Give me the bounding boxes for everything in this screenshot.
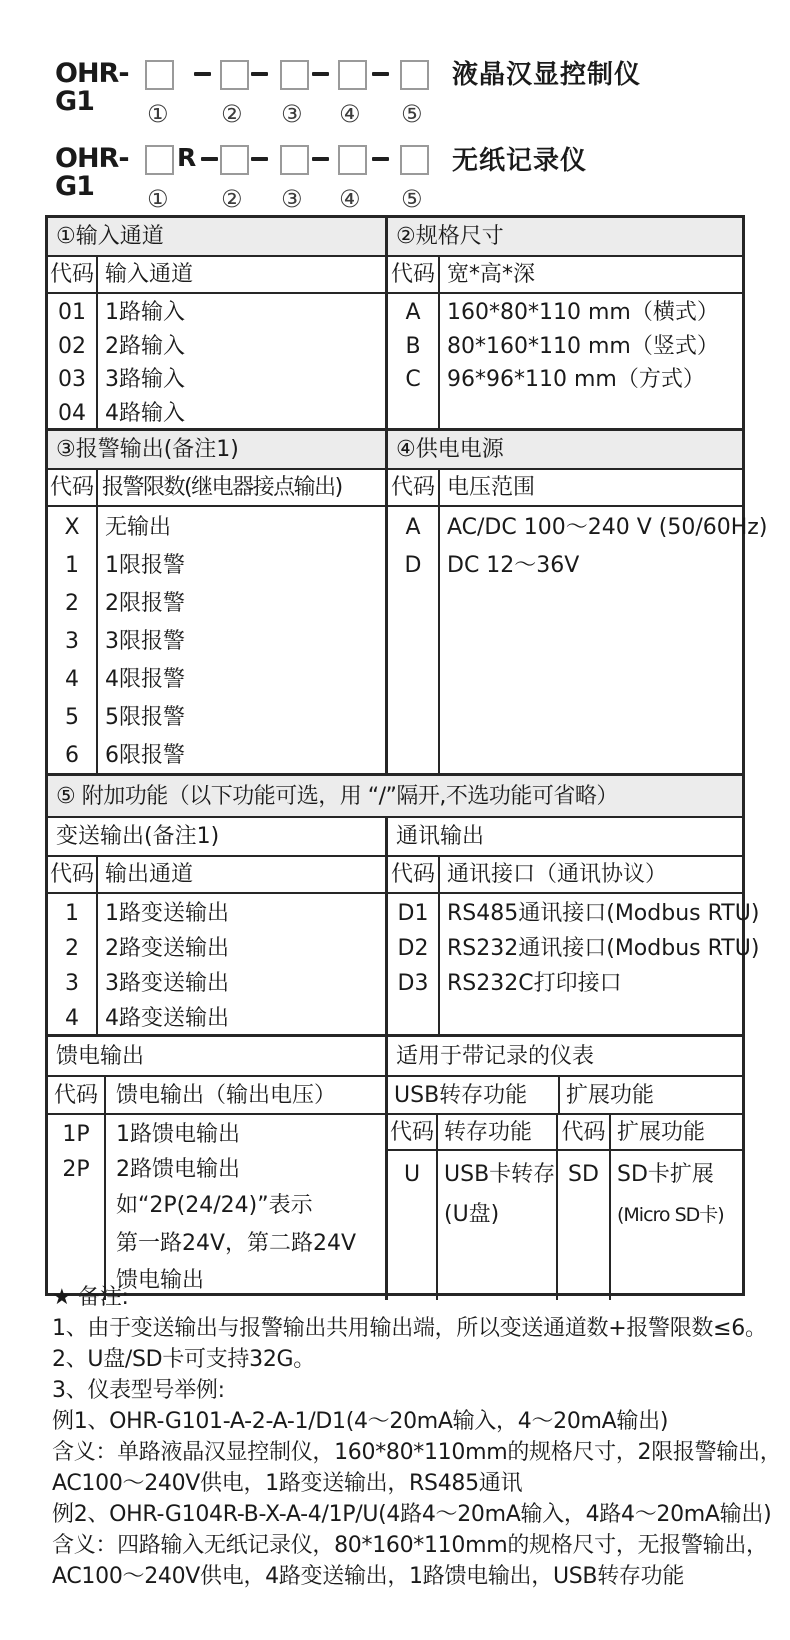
col-header-code: 代码 (48, 857, 98, 892)
dash-separator (201, 157, 218, 161)
dash-separator (251, 72, 268, 76)
code-column (48, 507, 98, 775)
subheader-row (48, 857, 742, 894)
col-header-desc: 报警限数(继电器接点输出) (98, 470, 388, 505)
desc-column (440, 894, 759, 1036)
desc-cell: 3路变送输出 (105, 971, 229, 996)
code-cell: 02 (58, 333, 86, 359)
section-header-row (48, 428, 742, 470)
desc-cell: 5限报警 (105, 705, 185, 730)
desc-column (440, 294, 742, 430)
code-cell: 4 (65, 1006, 79, 1031)
code-cell: 3 (65, 971, 79, 996)
desc-cell: (Micro SD卡) (617, 1204, 724, 1226)
code-cell: 03 (58, 367, 86, 392)
code-cell: B (405, 333, 421, 359)
code-cell: 3 (65, 629, 79, 654)
feed-title: 馈电输出 (48, 1037, 385, 1077)
circle-1: ① (147, 185, 169, 213)
col-header-code: 代码 (388, 257, 440, 292)
desc-cell: 第一路24V，第二路24V (116, 1230, 357, 1256)
circle-2: ② (221, 185, 243, 213)
col-header-code: 代码 (388, 1115, 438, 1149)
desc-cell: 1路馈电输出 (116, 1122, 240, 1147)
remark-line: AC100～240V供电，1路变送输出，RS485通讯 (52, 1471, 523, 1496)
remark-line: 2、U盘/SD卡可支持32G。 (52, 1347, 315, 1372)
code-cell: 4 (65, 667, 79, 692)
model-selection-table (45, 215, 768, 1296)
circle-5: ⑤ (401, 100, 423, 128)
code-cell: 1 (65, 553, 79, 578)
model-type-label: 液晶汉显控制仪 (452, 60, 642, 90)
model-box-4 (338, 60, 367, 90)
desc-cell: 4路变送输出 (105, 1006, 229, 1031)
code-cell: 01 (58, 300, 86, 325)
circle-3: ③ (281, 185, 303, 213)
desc-cell: RS485通讯接口(Modbus RTU) (447, 901, 760, 926)
model-box-5 (400, 60, 429, 90)
desc-column (98, 507, 388, 775)
code-cell: U (403, 1162, 421, 1187)
section-data-grid (48, 294, 742, 428)
model-box-3 (280, 60, 309, 90)
comm-title: 通讯输出 (396, 824, 485, 849)
remarks-block (52, 1282, 782, 1592)
record-title: 适用于带记录的仪表 (388, 1037, 742, 1077)
code-column (388, 1151, 438, 1300)
code-cell: 2 (65, 936, 79, 961)
code-cell: 2 (65, 591, 79, 616)
model-box-1 (145, 145, 174, 175)
subsection-header-row (388, 1077, 742, 1115)
remarks-title: ★ 备注: (52, 1285, 129, 1310)
dash-separator (312, 72, 329, 76)
col-header-desc: 通讯接口（通讯协议） (447, 862, 668, 887)
desc-column (440, 507, 767, 775)
section-header-row (48, 218, 742, 257)
code-column (388, 894, 440, 1036)
remark-line: 含义：四路输入无纸记录仪，80*160*110mm的规格尺寸，无报警输出， (52, 1533, 768, 1558)
desc-cell: 3限报警 (105, 629, 185, 654)
circle-4: ④ (339, 100, 361, 128)
code-cell: X (64, 515, 80, 540)
code-cell: 04 (58, 400, 86, 426)
desc-cell: 96*96*110 mm（方式） (447, 367, 705, 392)
model-box-1 (145, 60, 174, 90)
code-cell: 6 (65, 743, 79, 768)
code-column (48, 1115, 106, 1300)
col-header-desc: 馈电输出（输出电压） (116, 1083, 337, 1108)
code-column (388, 507, 440, 775)
subheader-row (48, 470, 742, 507)
dash-separator (372, 72, 389, 76)
section5-title: ⑤ 附加功能（以下功能可选，用 “/”隔开,不选功能可省略） (48, 773, 742, 818)
transmit-title: 变送输出(备注1) (48, 818, 388, 855)
circle-1: ① (147, 100, 169, 128)
desc-cell: USB卡转存 (444, 1162, 556, 1187)
code-cell: D1 (397, 901, 429, 926)
col-header-code: 代码 (48, 1077, 106, 1113)
remark-line: 例1、OHR-G101-A-2-A-1/D1(4～20mA输入，4～20mA输出) (52, 1409, 669, 1434)
model-box-4 (338, 145, 367, 175)
desc-cell: 1路变送输出 (105, 901, 229, 926)
circle-2: ② (221, 100, 243, 128)
model-box-2 (220, 145, 249, 175)
section3-title: ③报警输出(备注1) (48, 431, 388, 468)
desc-cell: 2路变送输出 (105, 936, 229, 961)
desc-cell: 如“2P(24/24)”表示 (116, 1193, 313, 1218)
usb-title: USB转存功能 (388, 1077, 560, 1113)
remark-line: 3、仪表型号举例: (52, 1378, 225, 1403)
col-header-code: 代码 (388, 857, 440, 892)
section4-title: ④供电电源 (396, 437, 504, 462)
col-header-desc: 宽*高*深 (447, 262, 536, 287)
desc-cell: 160*80*110 mm（横式） (447, 300, 719, 325)
section2-title: ②规格尺寸 (396, 224, 504, 249)
desc-cell: 4限报警 (105, 667, 185, 692)
code-cell: SD (568, 1162, 599, 1187)
dash-separator (312, 157, 329, 161)
remark-line: 例2、OHR-G104R-B-X-A-4/1P/U(4路4～20mA输入，4路4～20mA输出) (52, 1502, 772, 1527)
code-cell: D3 (397, 971, 429, 996)
code-cell: C (405, 367, 421, 392)
code-cell: 1 (65, 901, 79, 926)
desc-cell: RS232通讯接口(Modbus RTU) (447, 936, 760, 961)
desc-cell: 无输出 (105, 515, 172, 540)
desc-cell: 馈电输出 (116, 1268, 205, 1293)
code-cell: D (404, 553, 422, 578)
col-header-code: 代码 (388, 470, 440, 505)
desc-cell: DC 12～36V (447, 553, 580, 578)
section-header-row (48, 818, 742, 857)
desc-cell: 2路输入 (105, 333, 185, 359)
code-column (48, 894, 98, 1036)
circle-5: ⑤ (401, 185, 423, 213)
feed-section (48, 1037, 388, 1300)
circle-3: ③ (281, 100, 303, 128)
code-cell: A (405, 515, 421, 540)
col-header-desc: 扩展功能 (617, 1120, 706, 1145)
desc-cell: 4路输入 (105, 400, 185, 426)
desc-cell: 2路馈电输出 (116, 1157, 240, 1182)
desc-cell: AC/DC 100～240 V (50/60Hz) (447, 515, 768, 540)
model-prefix: OHR-G1 (55, 58, 129, 117)
circle-4: ④ (339, 185, 361, 213)
code-cell: A (405, 300, 421, 325)
model-type-label: 无纸记录仪 (452, 146, 588, 176)
desc-cell: (U盘) (444, 1202, 500, 1227)
subheader-row (48, 1077, 385, 1115)
desc-column (98, 894, 388, 1036)
remark-line: 1、由于变送输出与报警输出共用输出端，所以变送通道数+报警限数≤6。 (52, 1316, 767, 1341)
remark-line: AC100～240V供电，4路变送输出，1路馈电输出，USB转存功能 (52, 1564, 685, 1589)
code-cell: 1P (62, 1122, 90, 1147)
desc-cell: 1限报警 (105, 553, 185, 578)
desc-cell: RS232C打印接口 (447, 971, 622, 996)
desc-column (106, 1115, 385, 1300)
dash-separator (372, 157, 389, 161)
sd-title: 扩展功能 (566, 1083, 655, 1108)
subheader-row (48, 257, 742, 294)
desc-cell: 80*160*110 mm（竖式） (447, 333, 719, 359)
model-box-3 (280, 145, 309, 175)
code-cell: 5 (65, 705, 79, 730)
desc-cell: 1路输入 (105, 300, 185, 325)
col-header-code: 代码 (48, 257, 98, 292)
recorder-r-suffix: R (177, 143, 197, 172)
desc-column (611, 1151, 742, 1300)
desc-cell: 2限报警 (105, 591, 185, 616)
section1-title: ①输入通道 (48, 218, 388, 255)
dash-separator (194, 72, 211, 76)
col-header-desc: 输出通道 (98, 857, 388, 892)
desc-cell: SD卡扩展 (617, 1162, 714, 1187)
remark-line: 含义：单路液晶汉显控制仪，160*80*110mm的规格尺寸，2限报警输出， (52, 1440, 782, 1465)
dash-separator (251, 157, 268, 161)
section-data-grid (48, 894, 760, 1034)
section-data-grid (388, 1151, 742, 1300)
desc-column (438, 1151, 558, 1300)
col-header-code: 代码 (48, 470, 98, 505)
desc-cell: 6限报警 (105, 743, 185, 768)
model-prefix: OHR-G1 (55, 143, 129, 202)
col-header-desc: 输入通道 (98, 257, 388, 292)
code-column (388, 294, 440, 430)
desc-cell: 3路输入 (105, 367, 185, 392)
model-box-2 (220, 60, 249, 90)
desc-column (98, 294, 388, 430)
section-data-grid (48, 1115, 385, 1300)
feed-record-block (48, 1034, 742, 1293)
code-cell: D2 (397, 936, 429, 961)
col-header-code: 代码 (558, 1115, 611, 1149)
code-column (558, 1151, 611, 1300)
col-header-desc: 转存功能 (438, 1115, 558, 1149)
code-column (48, 294, 98, 430)
subheader-row (388, 1115, 742, 1151)
section-data-grid (48, 507, 768, 773)
col-header-desc: 电压范围 (447, 475, 536, 500)
record-section (388, 1037, 742, 1300)
model-box-5 (400, 145, 429, 175)
code-cell: 2P (62, 1157, 90, 1182)
